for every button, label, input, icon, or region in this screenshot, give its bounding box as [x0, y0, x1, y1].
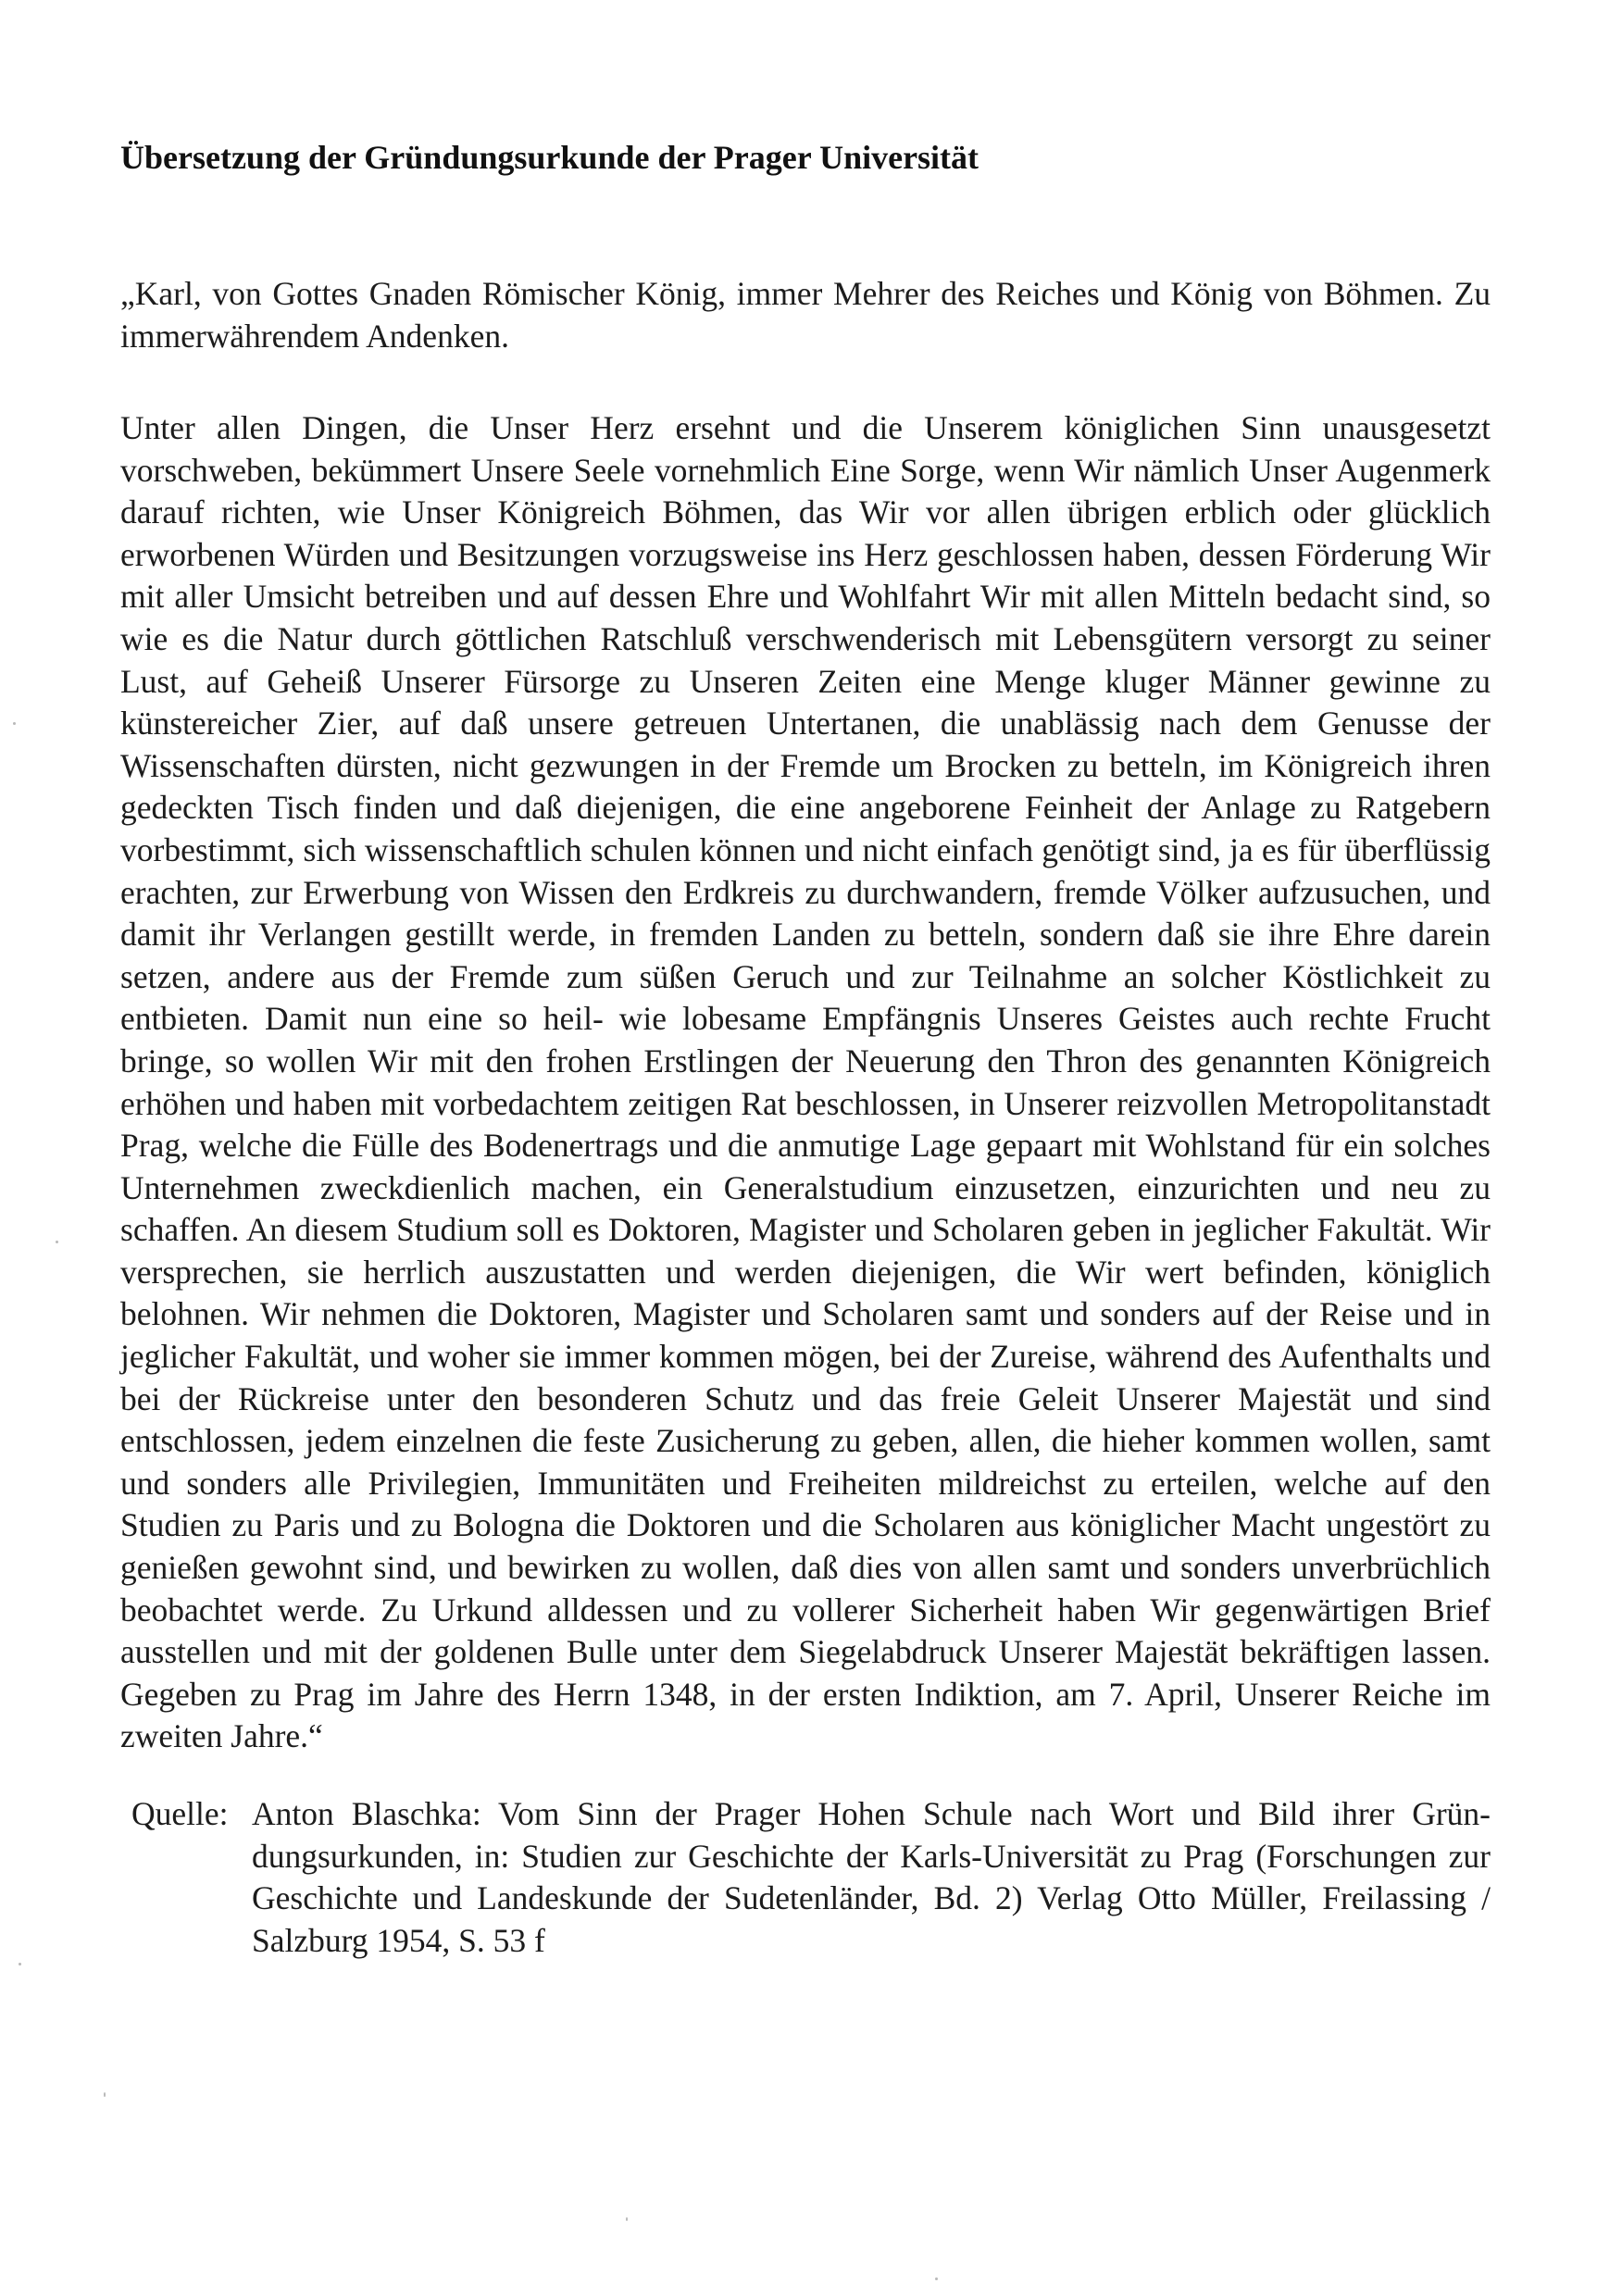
scan-speck — [104, 2092, 106, 2097]
scan-speck — [19, 1963, 21, 1965]
scan-speck — [626, 2217, 628, 2221]
scan-speck — [935, 2277, 938, 2280]
document-title: Übersetzung der Gründungsurkunde der Prager Universität — [120, 139, 979, 176]
opening-paragraph: „Karl, von Gottes Gnaden Römischer König, immer Mehrer des Reiches und König von Böhmen. Zu immerwährendem Andenken. — [120, 275, 1491, 355]
source-label: Quelle: — [131, 1795, 229, 1832]
scan-speck — [13, 722, 16, 725]
body-paragraph: Unter allen Dingen, die Unser Herz ersehnt und die Unserem königlichen Sinn unausgesetzt vorschweben, bekümmert Unsere Seele vornehmlich Eine Sorge, wenn Wir nämlich Unser Augenmerk darauf richten, wie Unser Königreich Böhmen, das Wir vor allen übrigen erblich oder glücklich erworbenen Würden und Besitzungen vorzugsweise ins Herz geschlossen haben, dessen Förderung Wir mit aller Umsicht betreiben und auf dessen Ehre und Wohlfahrt Wir mit allen Mitteln bedacht sind, so wie es die Natur durch göttlichen Ratschluß verschwenderisch mit Lebensgütern versorgt zu seiner Lust, auf Geheiß Unserer Fürsorge zu Unseren Zeiten eine Menge kluger Männer gewinne zu künstereicher Zier, auf daß unsere getreuen Untertanen, die unablässig nach dem Genusse der Wissenschaften dürsten, nicht gezwungen in der Fremde um Brocken zu betteln, im Königreich ihren gedeckten Tisch finden und daß diejenigen, die eine angeborene Feinheit der Anlage zu Ratgebern vorbestimmt, sich wissenschaftlich schulen können und nicht einfach genötigt sind, ja es für überflüssig erachten, zur Erwerbung von Wissen den Erdkreis zu durchwandern, fremde Völker aufzusuchen, und damit ihr Verlangen gestillt werde, in fremden Landen zu betteln, sondern daß sie ihre Ehre darein setzen, andere aus der Fremde zum süßen Geruch und zur Teilnahme an solcher Köstlichkeit zu entbieten. Damit nun eine so heil- wie lobesame Empfängnis Unseres Geistes auch rechte Frucht bringe, so wollen Wir mit den frohen Erstlingen der Neuerung den Thron des genannten Königreich erhöhen und haben mit vorbedachtem zeitigen Rat beschlossen, in Unserer reizvollen Metropolitanstadt Prag, welche die Fülle des Bodenertrags und die anmutige Lage gepaart mit Wohlstand für ein solches Unternehmen zweckdienlich machen, ein Generalstudium einzusetzen, einzurichten und neu zu schaffen. An diesem Studium soll es Doktoren, Magister und Scholaren geben in jeglicher Fakultät. Wir versprechen, sie herrlich auszustatten und werden diejenigen, die Wir wert befinden, königlich belohnen. Wir nehmen die Doktoren, Magister und Scholaren samt und sonders auf der Reise und in jeglicher Fakultät, und woher sie immer kommen mögen, bei der Zureise, während des Aufenthalts und bei der Rückreise unter den besonderen Schutz und das freie Geleit Unserer Majestät und sind entschlossen, jedem einzelnen die feste Zusicherung zu geben, allen, die hieher kommen wollen, samt und sonders alle Privilegien, Immunitäten und Freiheiten mildreichst zu erteilen, welche auf den Studien zu Paris und zu Bologna die Doktoren und die Scholaren aus königlicher Macht ungestört zu genießen gewohnt sind, und bewirken zu wollen, daß dies von allen samt und sonders unverbrüchlich beobachtet werde. Zu Urkund alldessen und zu vollerer Sicherheit haben Wir gegenwärtigen Brief ausstellen und mit der goldenen Bulle unter dem Siegelabdruck Unserer Majestät bekräftigen lassen. Gegeben zu Prag im Jahre des Herrn 1348, in der ersten Indiktion, am 7. April, Unserer Reiche im zweiten Jahre.“ — [120, 409, 1491, 1755]
scan-speck — [56, 1241, 58, 1243]
source-citation — [120, 1793, 1491, 1962]
document-page — [120, 130, 1491, 1962]
source-text: Anton Blaschka: Vom Sinn der Prager Hohen Schule nach Wort und Bild ihrer Gründungsurkunden, in: Studien zur Geschichte der Karls-Universität zu Prag (Forschungen zur Geschichte und Landeskunde der Sudetenländer, Bd. 2) Verlag Otto Müller, Freilassing / Salzburg 1954, S. 53 f — [252, 1795, 1491, 1959]
